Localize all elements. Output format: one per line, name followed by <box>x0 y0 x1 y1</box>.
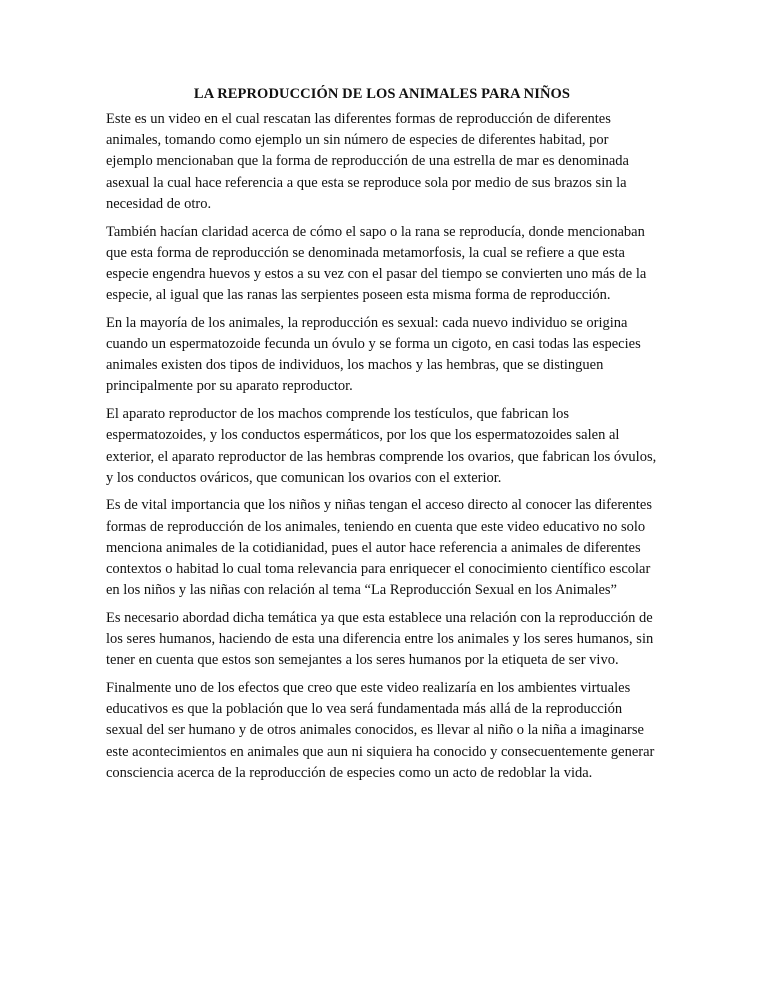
document-page <box>106 86 658 791</box>
paragraph-2: También hacían claridad acerca de cómo el sapo o la rana se reproducía, donde mencionaban que esta forma de reproducción se denominada metamorfosis, la cual se refiere a que esta especie engendra huevos y estos a su vez con el pasar del tiempo se convierten uno más de la especie, al igual que las ranas las serpientes poseen esta misma forma de reproducción. <box>106 223 647 304</box>
paragraph-3: En la mayoría de los animales, la reproducción es sexual: cada nuevo individuo se origina cuando un espermatozoide fecunda un óvulo y se forma un cigoto, en casi todas las especies animales existen dos tipos de individuos, los machos y las hembras, que se distinguen principalmente por su aparato reproductor. <box>106 314 641 395</box>
paragraph-1: Este es un video en el cual rescatan las diferentes formas de reproducción de diferentes animales, tomando como ejemplo un sin número de especies de diferentes habitad, por ejemplo mencionaban que la forma de reproducción de una estrella de mar es denominada asexual la cual hace referencia a que esta se reproduce sola por medio de sus brazos sin la necesidad de otro. <box>106 111 629 212</box>
paragraph-4: El aparato reproductor de los machos comprende los testículos, que fabrican los espermatozoides, y los conductos espermáticos, por los que los espermatozoides salen al exterior, el aparato reproductor de las hembras comprende los ovarios, que fabrican los óvulos, y los conductos ováricos, que comunican los ovarios con el exterior. <box>106 406 657 486</box>
document-title: LA REPRODUCCIÓN DE LOS ANIMALES PARA NIÑOS <box>193 86 571 102</box>
paragraph-7: Finalmente uno de los efectos que creo que este video realizaría en los ambientes virtuales educativos es que la población que lo vea será fundamentada más allá de la reproducción sexual del ser humano y de otros animales conocidos, es llevar al niño o la niña a imaginarse este acontecimientos en animales que aun ni siquiera ha conocido y consecuentemente generar consciencia acerca de la reproducción de especies como un acto de redoblar la vida. <box>106 680 655 781</box>
paragraph-5: Es de vital importancia que los niños y niñas tengan el acceso directo al conocer las diferentes formas de reproducción de los animales, teniendo en cuenta que este video educativo no solo menciona animales de la cotidianidad, pues el autor hace referencia a animales de diferentes contextos o habitad lo cual toma relevancia para enriquecer el conocimiento científico escolar en los niños y las niñas con relación al tema “La Reproducción Sexual en los Animales” <box>106 497 652 599</box>
paragraph-6: Es necesario abordad dicha temática ya que esta establece una relación con la reproducción de los seres humanos, haciendo de esta una diferencia entre los animales y los seres humanos, sin tener en cuenta que estos son semejantes a los seres humanos por la etiqueta de ser vivo. <box>106 609 654 669</box>
